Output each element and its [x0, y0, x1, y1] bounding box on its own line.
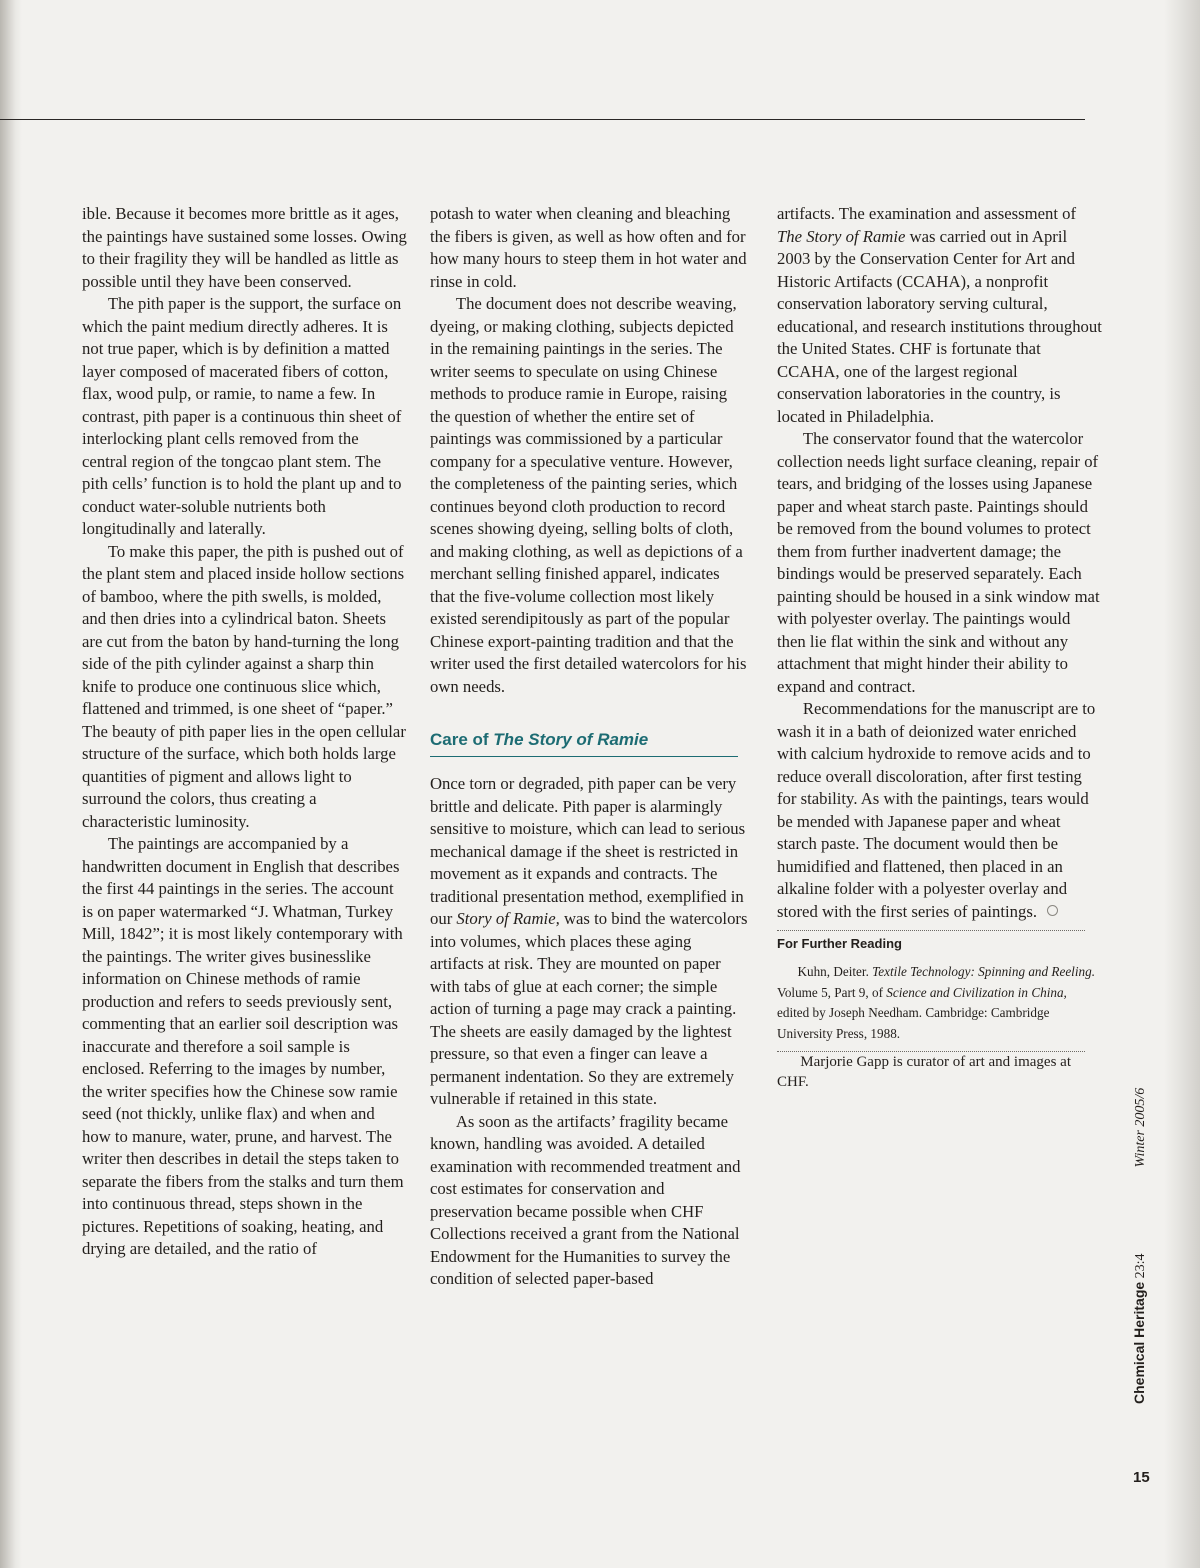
paragraph: The conservator found that the watercolor collection needs light surface cleaning, repair of tears, and bridging of the losses using Japanese paper and wheat starch paste. Paintings should be removed from the bound volumes to protect them from further inadvertent damage; the bindings would be preserved separately. Each painting should be housed in a sink window mat with polyester overlay. The paintings would then lie flat within the sink and without any attachment that might hinder their ability to expand and contract. [777, 429, 1100, 696]
paragraph: As soon as the artifacts’ fragility became known, handling was avoided. A detailed examination with recommended treatment and cost estimates for conservation and preservation became possible when CHF Collections received a grant from the National Endowment for the Humanities to survey the condition of selected paper-based [430, 1111, 741, 1288]
page-number: 15 [1133, 1469, 1150, 1486]
paragraph: The document does not describe weaving, dyeing, or making clothing, subjects depicted in the remaining paintings in the series. The writer seems to speculate on using Chinese methods to produce ramie in Europe, raising the question of whether the entire set of paintings was commissioned by a particular company for a speculative venture. However, the completeness of the painting series, which continues beyond cloth production to record scenes showing dyeing, selling bolts of cloth, and making clothing, as well as depictions of a merchant selling finished apparel, indicates that the five-volume collection most likely existed serendipitously as part of the popular Chinese export-painting tradition and that the writer used the first detailed watercolors for his own needs. [430, 294, 747, 696]
text-run: was to bind the watercolors into volumes, which places these aging artifacts at risk. They are mounted on paper with tabs of glue at each corner; the simple action of turning a page may crack a painting. The sheets are easily damaged by the lightest pressure, so that even a finger can leave a permanent indentation. So they are extremely vulnerable if retained in this state. [430, 909, 748, 1108]
paragraph [777, 203, 1102, 428]
text-run: was carried out in April 2003 by the Conservation Center for Art and Historic Artifacts (CCAHA), a nonprofit conservation laboratory serving cultural, educational, and research institutions throughout the United States. CHF is fortunate that CCAHA, one of the largest regional conservation laboratories in the country, is located in Philadelphia. [777, 226, 1102, 426]
text-run: Recommendations for the manuscript are to wash it in a bath of deionized water enriched with calcium hydroxide to remove acids and to reduce overall discoloration, after first testing for stability. As with the paintings, tears would be mended with Japanese paper and wheat starch paste. The document would then be humidified and flattened, then placed in an alkaline folder with a polyester overlay and stored with the first series of paintings. [777, 699, 1096, 921]
section-heading-prefix: Care of [430, 730, 494, 749]
left-page-shadow [0, 0, 22, 1568]
paragraph [777, 698, 1102, 923]
journal-volume: 23:4 [1133, 1253, 1148, 1282]
text-run-italic: Textile Technology: Spinning and Reeling. [872, 964, 1095, 979]
text-run-italic: Story of Ramie, [456, 909, 560, 928]
text-run: Kuhn, Deiter. [797, 964, 873, 979]
dotted-divider [777, 930, 1085, 931]
further-reading-citation [777, 962, 1102, 1044]
paragraph: potash to water when cleaning and bleaching the fibers is given, as well as how often and for how many hours to steep them in hot water and rinse in cold. [430, 204, 747, 291]
end-of-article-icon [1047, 905, 1058, 916]
paragraph: The paintings are accompanied by a handwritten document in English that describes the first 44 paintings in the series. The account is on paper watermarked “J. Whatman, Turkey Mill, 1842”; it is most likely contemporary with the paintings. The writer gives businesslike information on Chinese methods of ramie production and refers to seeds previously sent, commenting that an earlier soil description was inaccurate and therefore a soil sample is enclosed. Referring to the images by number, the writer specifies how the Chinese sow ramie seed (not thickly, unlike flax) and when and how to manure, water, prune, and harvest. The writer then describes in detail the steps taken to separate the fibers from the stalks and turn them into continuous thread, steps shown in the pictures. Repetitions of soaking, heating, and drying are detailed, and the ratio of [82, 834, 404, 1258]
text-run-italic: Science and Civilization in China, [886, 984, 1067, 1000]
text-run: Volume 5, Part 9, of [777, 984, 887, 1000]
text-run: edited by Joseph Needham. Cambridge: Cambridge University Press, 1988. [777, 1005, 1050, 1041]
text-run: artifacts. The examination and assessment of [777, 204, 1077, 223]
right-page-shadow [1164, 0, 1200, 1568]
column-3 [777, 203, 1102, 1092]
column-1 [82, 203, 407, 1261]
paragraph: To make this paper, the pith is pushed out of the plant stem and placed inside hollow sections of bamboo, where the pith swells, is molded, and then dries into a cylindrical baton. Sheets are cut from the baton by hand-turning the long side of the pith cylinder against a sharp thin knife to produce one continuous slice which, flattened and trimmed, is one sheet of “paper.” The beauty of pith paper lies in the open cellular structure of the surface, which both holds large quantities of pigment and allows light to surround the colors, thus creating a characteristic luminosity. [82, 541, 406, 831]
section-heading-title: The Story of Ramie [493, 730, 649, 749]
section-heading [430, 728, 738, 757]
text-run: Once torn or degraded, pith paper can be very brittle and delicate. Pith paper is alarmingly sensitive to moisture, which can lead to serious mechanical damage if the sheet is restricted in movement as it expands and contracts. The traditional presentation method, exemplified in our [430, 774, 746, 928]
column-2 [430, 203, 748, 1291]
text-run-italic: The Story of Ramie [777, 226, 906, 246]
further-reading-title: For Further Reading [777, 936, 902, 951]
paragraph: The pith paper is the support, the surface on which the paint medium directly adheres. It is not true paper, which is by definition a matted layer composed of macerated fibers of cotton, flax, wood pulp, or ramie, to name a few. In contrast, pith paper is a continuous thin sheet of interlocking plant cells removed from the central region of the tongcao plant stem. The pith cells’ function is to hold the plant up and to conduct water-soluble nutrients both longitudinally and laterally. [82, 294, 402, 538]
running-footer [1131, 1088, 1149, 1404]
paragraph: ible. Because it becomes more brittle as it ages, the paintings have sustained some losses. Owing to their fragility they will be handled as little as possible until they have been conserved. [82, 204, 407, 291]
paragraph [430, 773, 748, 1111]
top-rule [0, 119, 1085, 120]
author-bio: Marjorie Gapp is curator of art and images at CHF. [777, 1054, 1071, 1090]
issue-season: Winter 2005/6 [1133, 1087, 1148, 1168]
journal-name: Chemical Heritage [1131, 1281, 1147, 1404]
